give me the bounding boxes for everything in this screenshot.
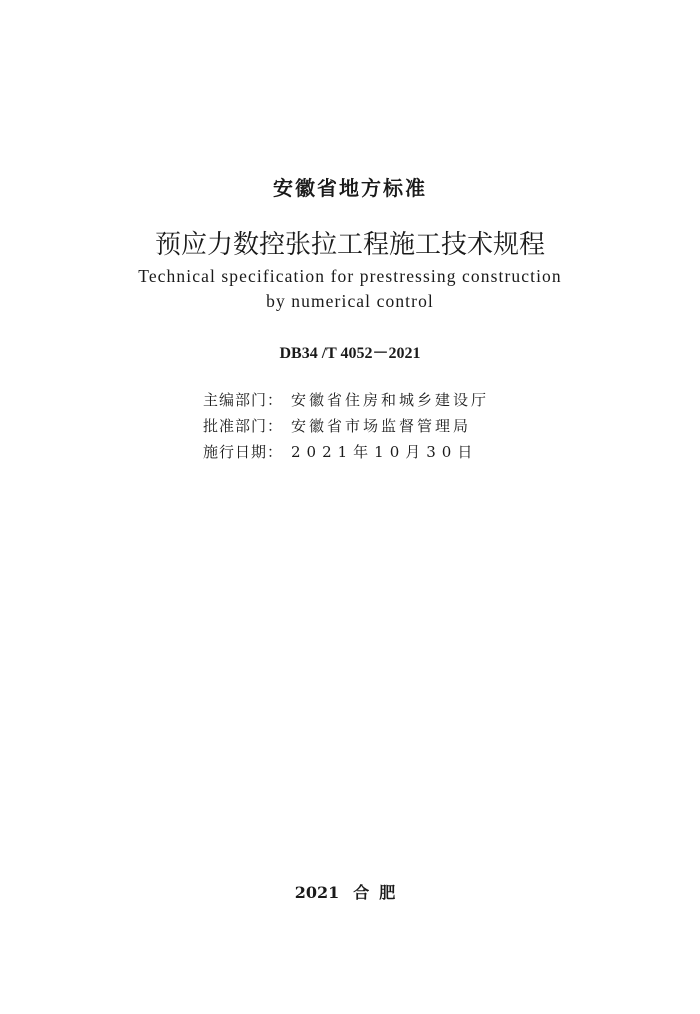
document-title-english-line2: by numerical control	[266, 291, 434, 311]
document-title-chinese: 预应力数控张拉工程施工技术规程	[154, 230, 545, 260]
meta-row-editor	[203, 389, 489, 410]
meta-label: 批准部门：	[203, 417, 284, 435]
series-heading: 安徽省地方标准	[273, 176, 427, 200]
meta-label: 主编部门：	[203, 391, 284, 409]
meta-row-approver	[203, 415, 471, 436]
meta-value: 安徽省市场监督管理局	[291, 417, 472, 435]
document-title-english-line1: Technical specification for prestressing construction	[138, 266, 562, 286]
meta-value: 安徽省住房和城乡建设厅	[291, 391, 490, 409]
publication-footer	[0, 880, 700, 903]
footer-city: 合肥	[353, 883, 406, 902]
meta-label: 施行日期：	[203, 443, 284, 461]
meta-row-effective-date	[203, 441, 478, 462]
meta-value: 2021年10月30日	[291, 443, 479, 461]
footer-year: 2021	[294, 883, 340, 902]
standard-code: DB34 /T 4052－2021	[279, 345, 421, 362]
